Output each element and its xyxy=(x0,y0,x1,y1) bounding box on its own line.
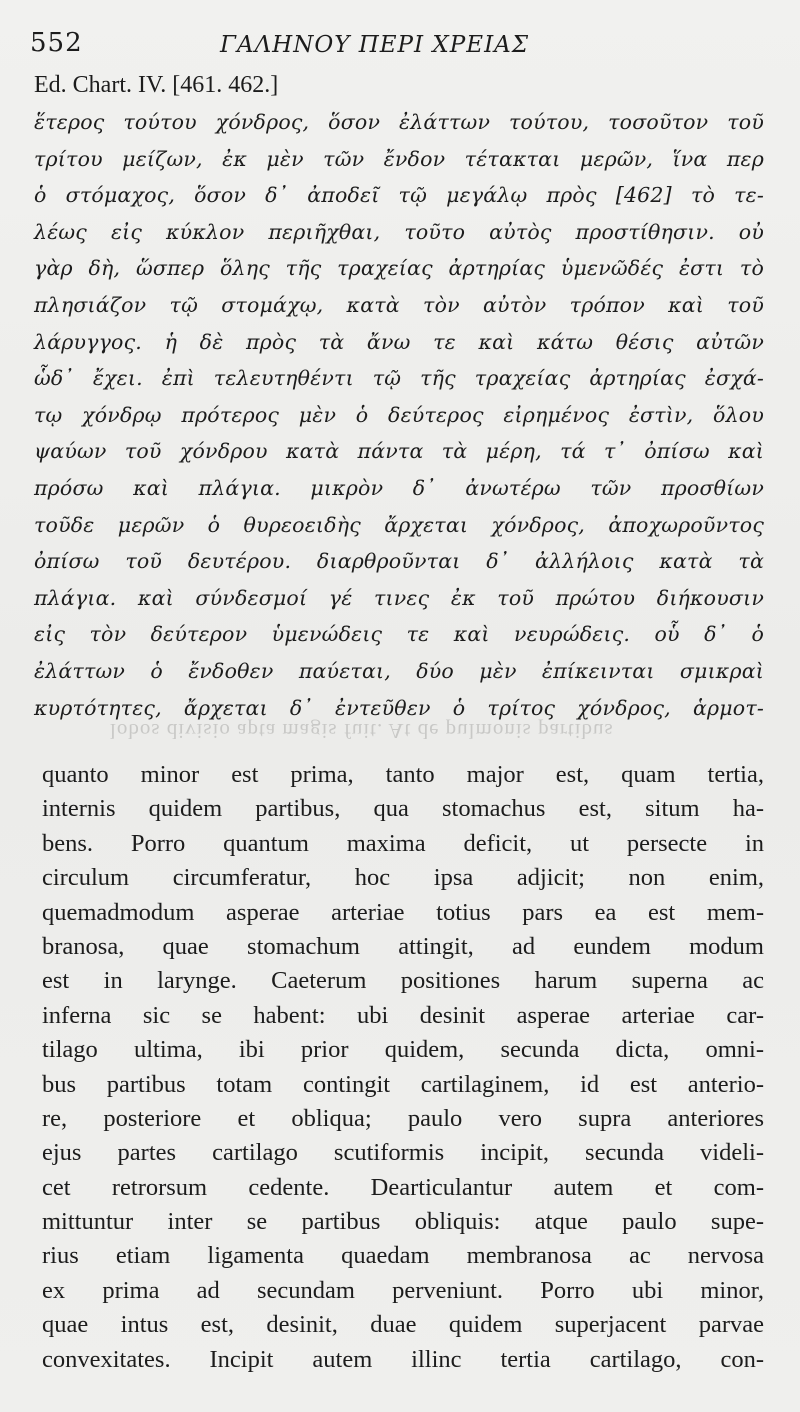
latin-line: quemadmodum asperae arteriae totius pars ea est mem- xyxy=(42,898,764,926)
edition-reference: Ed. Chart. IV. [461. 462.] xyxy=(34,72,279,98)
latin-line: mittuntur inter se partibus obliquis: atque paulo supe- xyxy=(42,1208,764,1236)
latin-line: quae intus est, desinit, duae quidem superjacent parvae xyxy=(42,1311,764,1339)
latin-line: re, posteriore et obliqua; paulo vero supra anteriores xyxy=(42,1104,764,1132)
greek-line: πλάγια. καὶ σύνδεσμοί γέ τινες ἐκ τοῦ πρώτου διήκουσιν xyxy=(34,585,764,610)
greek-line: ἕτερος τούτου χόνδρος, ὅσον ἐλάττων τούτου, τοσοῦτον τοῦ xyxy=(34,110,764,134)
latin-text-block xyxy=(42,758,764,1377)
latin-line: bus partibus totam contingit cartilaginem, id est anterio- xyxy=(42,1070,764,1098)
latin-line: rius etiam ligamenta quaedam membranosa ac nervosa xyxy=(42,1242,764,1270)
greek-line: τρίτου μείζων, ἐκ μὲν τῶν ἔνδον τέτακται μερῶν, ἵνα περ xyxy=(34,146,764,171)
latin-line: branosa, quae stomachum attingit, ad eundem modum xyxy=(42,932,764,960)
greek-line: κυρτότητες, ἄρχεται δ᾽ ἐντεῦθεν ὁ τρίτος χόνδρος, ἁρμοτ- xyxy=(34,695,764,720)
latin-line: convexitates. Incipit autem illinc tertia cartilago, con- xyxy=(42,1345,764,1373)
greek-text-block xyxy=(34,104,764,726)
latin-line: est in larynge. Caeterum positiones harum superna ac xyxy=(42,967,764,995)
latin-line: ex prima ad secundam perveniunt. Porro ubi minor, xyxy=(42,1276,764,1304)
latin-line: tilago ultima, ibi prior quidem, secunda dicta, omni- xyxy=(42,1036,764,1064)
latin-line: bens. Porro quantum maxima deficit, ut persecte in xyxy=(42,829,764,857)
latin-line: circulum circumferatur, hoc ipsa adjicit; non enim, xyxy=(42,864,764,892)
greek-line: γὰρ δὴ, ὥσπερ ὅλης τῆς τραχείας ἀρτηρίας ὑμενῶδές ἐστι τὸ xyxy=(34,256,764,281)
greek-line: λάρυγγος. ἡ δὲ πρὸς τὰ ἄνω τε καὶ κάτω θέσις αὐτῶν xyxy=(34,329,764,354)
greek-line: ὀπίσω τοῦ δευτέρου. διαρθροῦνται δ᾽ ἀλλήλοις κατὰ τὰ xyxy=(34,549,764,574)
greek-line: ὁ στόμαχος, ὅσον δ᾽ ἀποδεῖ τῷ μεγάλῳ πρὸς [462] τὸ τε- xyxy=(34,183,764,208)
greek-line: ἐλάττων ὁ ἔνδοθεν παύεται, δύο μὲν ἐπίκεινται σμικραὶ xyxy=(34,658,764,683)
latin-line: quanto minor est prima, tanto major est, quam tertia, xyxy=(42,761,764,788)
greek-line: λέως εἰς κύκλον περιῆχθαι, τοῦτο αὐτὸς προστίθησιν. οὐ xyxy=(34,219,764,244)
page-header xyxy=(30,28,770,68)
greek-line: εἰς τὸν δεύτερον ὑμενώδεις τε καὶ νευρώδεις. οὗ δ᾽ ὁ xyxy=(34,622,764,647)
latin-line: ejus partes cartilago scutiformis incipit, secunda videli- xyxy=(42,1139,764,1167)
greek-line: τοῦδε μερῶν ὁ θυρεοειδὴς ἄρχεται χόνδρος, ἀποχωροῦντος xyxy=(34,512,764,537)
latin-line: inferna sic se habent: ubi desinit asperae arteriae car- xyxy=(42,1001,764,1029)
bleed-through-text: lobos divisio apta magis fuit. At de pulmonis partibus xyxy=(110,719,614,743)
greek-line: πλησιάζον τῷ στομάχῳ, κατὰ τὸν αὐτὸν τρόπον καὶ τοῦ xyxy=(34,292,764,317)
page-number: 552 xyxy=(30,28,83,58)
latin-line: internis quidem partibus, qua stomachus est, situm ha- xyxy=(42,795,764,823)
greek-line: ὧδ᾽ ἔχει. ἐπὶ τελευτηθέντι τῷ τῆς τραχείας ἀρτηρίας ἐσχά- xyxy=(34,366,764,391)
running-title: ΓΑΛΗΝΟΥ ΠΕΡΙ ΧΡΕΙΑΣ xyxy=(220,32,530,58)
greek-line: τῳ χόνδρῳ πρότερος μὲν ὁ δεύτερος εἰρημένος ἐστὶν, ὅλου xyxy=(34,402,764,427)
greek-line: ψαύων τοῦ χόνδρου κατὰ πάντα τὰ μέρη, τά τ᾽ ὀπίσω καὶ xyxy=(34,439,764,464)
latin-line: cet retrorsum cedente. Dearticulantur autem et com- xyxy=(42,1173,764,1201)
greek-line: πρόσω καὶ πλάγια. μικρὸν δ᾽ ἀνωτέρω τῶν προσθίων xyxy=(34,475,764,500)
